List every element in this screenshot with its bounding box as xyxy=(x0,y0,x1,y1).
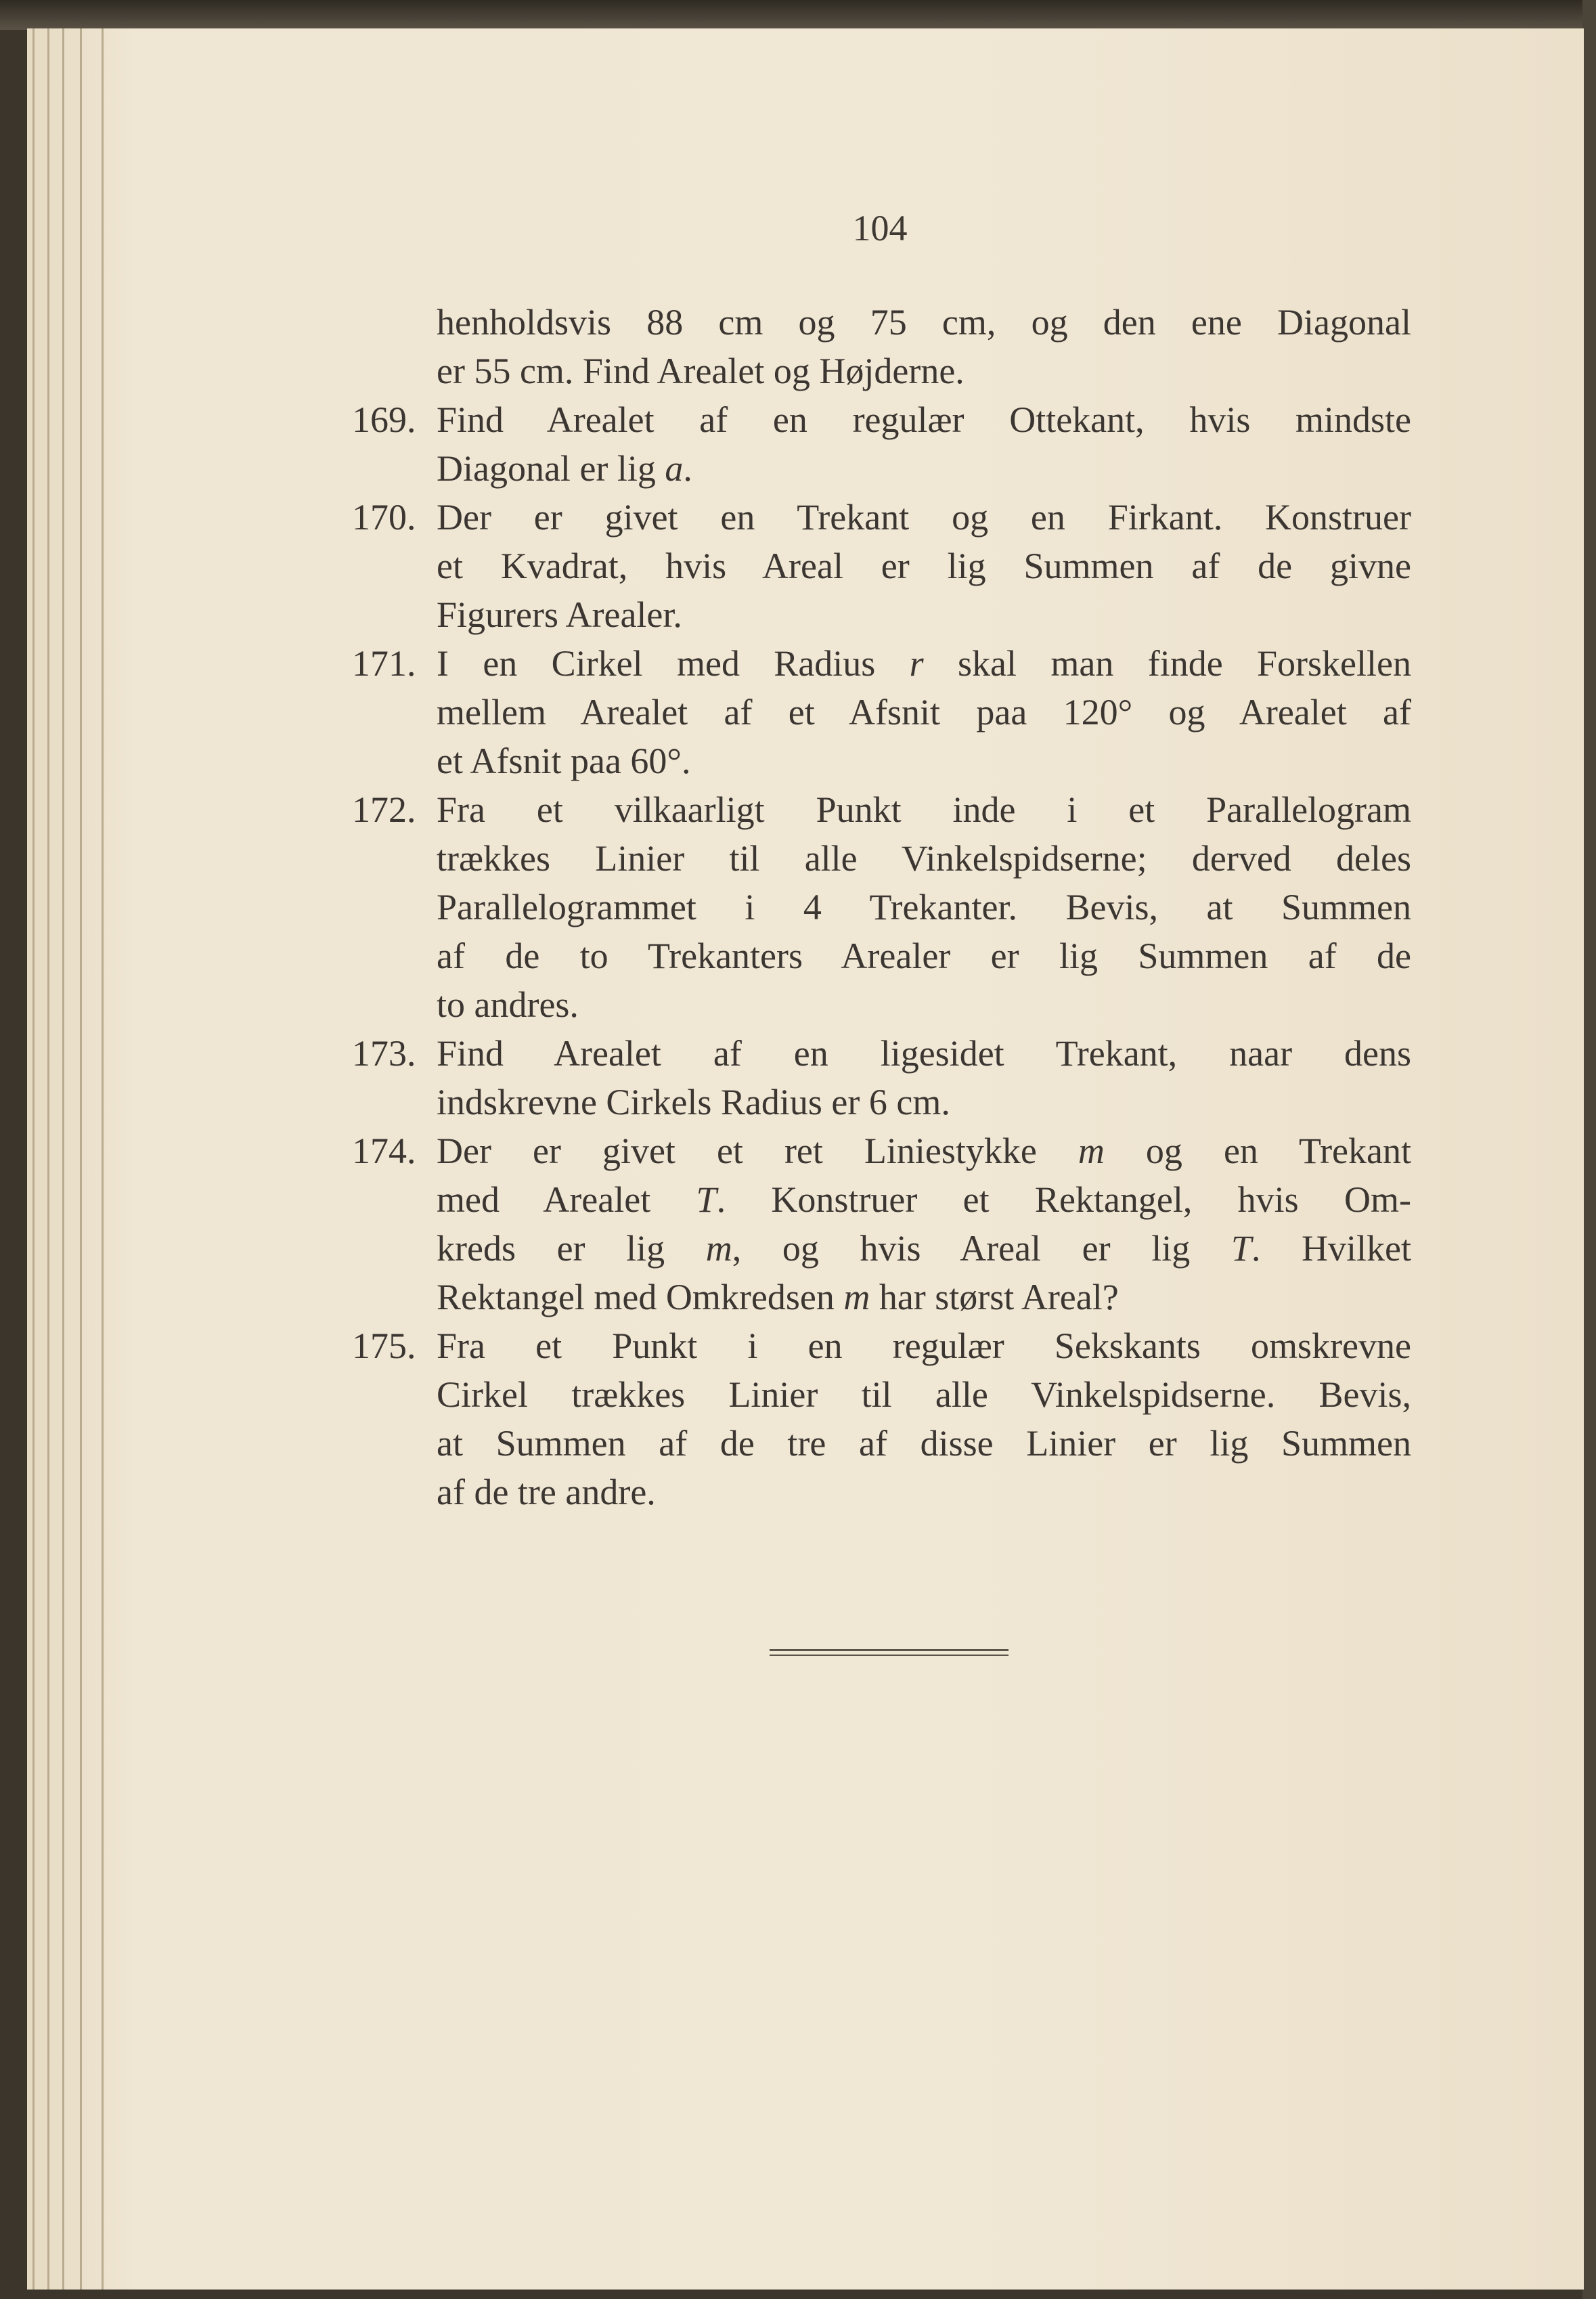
text-line xyxy=(437,1321,1411,1370)
exercise-number: 169. xyxy=(352,399,416,440)
text-segment: Diagonal er lig xyxy=(437,448,665,489)
text-segment: Der er givet en Trekant og en Firkant. Konstruer xyxy=(437,497,1411,538)
text-line xyxy=(437,1224,1411,1273)
text-segment: , og hvis Areal er lig xyxy=(732,1228,1231,1269)
scan-top-edge xyxy=(0,0,1596,30)
text-line xyxy=(437,542,1411,590)
exercise-number: 175. xyxy=(352,1326,416,1366)
text-line xyxy=(437,1468,1411,1516)
page-stack-edge xyxy=(102,28,104,2290)
text-line xyxy=(437,1126,1411,1175)
text-segment: Rektangel med Omkredsen xyxy=(437,1277,844,1317)
math-variable: T xyxy=(1231,1228,1251,1269)
text-line xyxy=(437,444,1411,493)
math-variable: m xyxy=(843,1277,870,1317)
text-line xyxy=(437,1370,1411,1419)
text-segment: et Kvadrat, hvis Areal er lig Summen af de givne xyxy=(437,546,1411,586)
text-line xyxy=(437,639,1411,688)
text-segment: har størst Areal? xyxy=(870,1277,1119,1317)
text-segment: kreds er lig xyxy=(437,1228,706,1269)
text-segment: trækkes Linier til alle Vinkelspidserne; derved deles xyxy=(437,838,1411,879)
text-segment: Der er givet et ret Liniestykke xyxy=(437,1131,1078,1171)
text-segment: indskrevne Cirkels Radius er 6 cm. xyxy=(437,1082,950,1122)
text-segment: I en Cirkel med Radius xyxy=(437,643,910,684)
exercise-number: 170. xyxy=(352,497,416,538)
text-segment: Cirkel trækkes Linier til alle Vinkelspidserne. Bevis, xyxy=(437,1374,1411,1415)
text-segment: Fra et Punkt i en regulær Sekskants omskrevne xyxy=(437,1326,1411,1366)
text-segment: er 55 cm. Find Arealet og Højderne. xyxy=(437,351,965,391)
exercise-number: 172. xyxy=(352,789,416,830)
text-line xyxy=(437,1273,1411,1321)
end-rule-top xyxy=(770,1649,1008,1651)
math-variable: T xyxy=(696,1179,717,1220)
text-line xyxy=(437,1419,1411,1468)
text-segment: Find Arealet af en regulær Ottekant, hvis mindste xyxy=(437,399,1411,440)
math-variable: a xyxy=(665,448,684,489)
text-line xyxy=(437,1078,1411,1126)
text-line xyxy=(437,737,1411,785)
text-line xyxy=(437,590,1411,639)
text-line xyxy=(437,980,1411,1029)
text-line xyxy=(437,688,1411,737)
text-segment: skal man finde Forskellen xyxy=(923,643,1411,684)
text-segment: et Afsnit paa 60°. xyxy=(437,741,691,781)
text-segment: . Konstruer et Rektangel, hvis Om- xyxy=(716,1179,1411,1220)
text-line xyxy=(437,347,1411,395)
math-variable: m xyxy=(705,1228,732,1269)
text-segment: at Summen af de tre af disse Linier er lig Summen xyxy=(437,1423,1411,1464)
text-segment: af de tre andre. xyxy=(437,1472,656,1512)
text-segment: Fra et vilkaarligt Punkt inde i et Parallelogram xyxy=(437,789,1411,830)
text-line xyxy=(437,298,1411,347)
text-segment: . Hvilket xyxy=(1251,1228,1411,1269)
text-segment: Parallelogrammet i 4 Trekanter. Bevis, at Summen xyxy=(437,887,1411,927)
page-number: 104 xyxy=(852,208,908,248)
page-stack-edge xyxy=(32,28,35,2290)
text-segment: Figurers Arealer. xyxy=(437,594,682,635)
text-segment: henholdsvis 88 cm og 75 cm, og den ene Diagonal xyxy=(437,302,1411,343)
end-rule-bottom xyxy=(770,1655,1008,1656)
text-line xyxy=(437,883,1411,932)
text-segment: mellem Arealet af et Afsnit paa 120° og Arealet af xyxy=(437,692,1411,732)
text-line xyxy=(437,785,1411,834)
scan-right-edge xyxy=(1582,0,1596,2299)
exercise-number: 174. xyxy=(352,1131,416,1171)
text-segment: af de to Trekanters Arealer er lig Summen af de xyxy=(437,936,1411,976)
text-segment: Find Arealet af en ligesidet Trekant, naar dens xyxy=(437,1033,1411,1074)
text-line xyxy=(437,493,1411,542)
page-stack-edge xyxy=(47,28,49,2290)
exercise-number: 173. xyxy=(352,1033,416,1074)
text-line xyxy=(437,834,1411,883)
text-segment: med Arealet xyxy=(437,1179,696,1220)
math-variable: r xyxy=(909,643,924,684)
text-segment: og en Trekant xyxy=(1104,1131,1411,1171)
text-line xyxy=(437,1029,1411,1078)
text-segment: to andres. xyxy=(437,984,579,1025)
page-stack-edge xyxy=(62,28,64,2290)
text-line xyxy=(437,395,1411,444)
exercise-number: 171. xyxy=(352,643,416,684)
text-line xyxy=(437,932,1411,980)
page-stack-edge xyxy=(80,28,82,2290)
text-line xyxy=(437,1175,1411,1224)
math-variable: m xyxy=(1078,1131,1105,1171)
text-segment: . xyxy=(683,448,692,489)
